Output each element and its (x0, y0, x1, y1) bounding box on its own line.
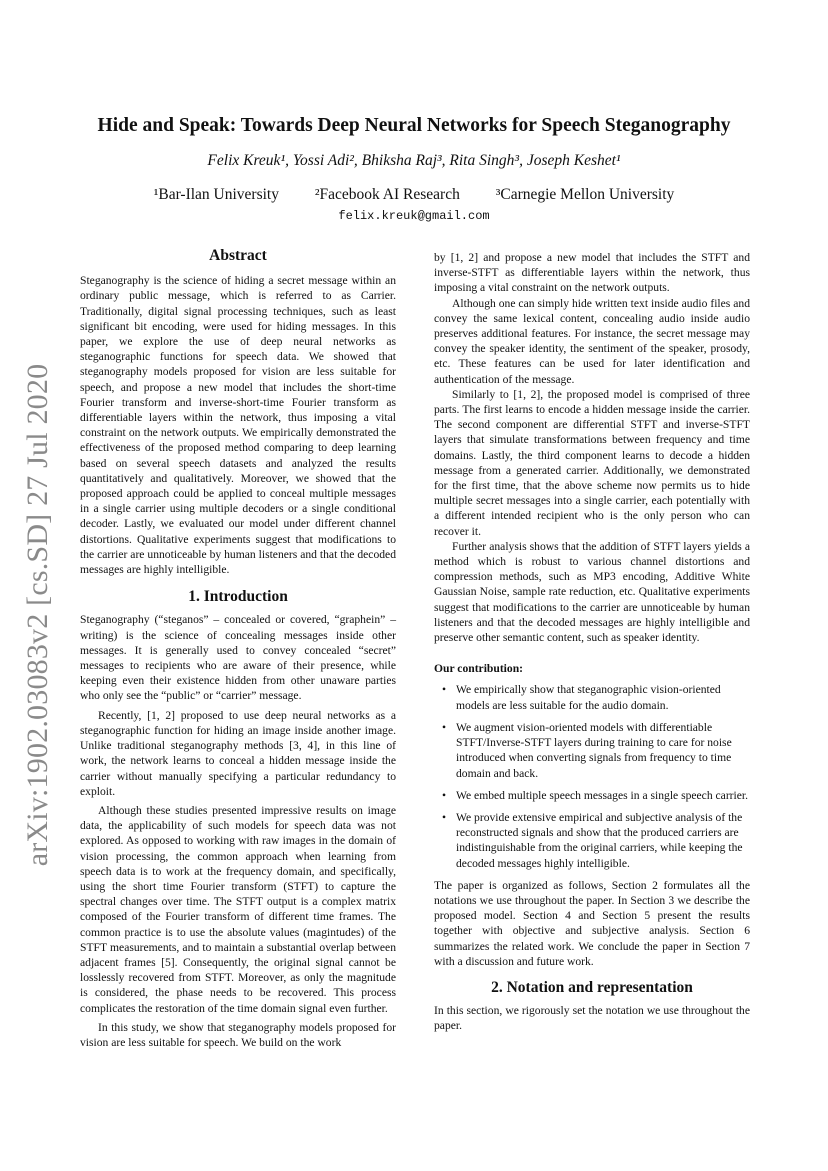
right-column (434, 250, 750, 1034)
paper-organization: The paper is organized as follows, Section 2 formulates all the notations we use throughout the paper. In Section 3 we describe the proposed model. Section 4 and Section 5 present the results together with objective and subjective analysis. Section 6 summarizes the related work. We conclude the paper in Section 7 with a discussion and future work. (434, 878, 750, 968)
arxiv-sidebar-stamp (12, 363, 64, 867)
notation-text: In this section, we rigorously set the notation we use throughout the paper. (434, 1004, 750, 1033)
abstract-text: Steganography is the science of hiding a secret message within an ordinary public message, which is referred to as Carrier. Traditionally, digital signal processing techniques, such as least significant bit encoding, were used for hiding messages. In this paper, we explore the use of deep neural networks as steganographic functions for speech data. We showed that steganography models proposed for vision are less suitable for speech, and propose a new model that includes the short-time Fourier transform and inverse-short-time Fourier transform as differentiable layers within the network, thus imposing a vital constraint on the network outputs. We empirically demonstrated the effectiveness of the proposed method comparing to deep learning based on several speech datasets and analyzed the results quantitatively and qualitatively. Moreover, we showed that the proposed approach could be applied to conceal multiple messages in a single carrier using multiple decoders or a single conditional decoder. Lastly, we evaluated our model under different channel distortions. Qualitative experiments suggest that modifications to the carrier are unnoticeable by human listeners and that the decoded messages are highly intelligible. (80, 274, 396, 577)
left-column (80, 248, 396, 1050)
intro-paragraph-1: Steganography (“steganos” – concealed or covered, “graphein” – writing) is the science of concealing messages inside other messages. It is generally used to convey concealed “secret” messages to recipients who are aware of their presence, while keeping even their existence hidden from other unaware parties who only see the “public” or “carrier” message. (80, 613, 396, 703)
intro-paragraph-6: Although one can simply hide written text inside audio files and convey the same lexical content, concealing audio inside audio preserves additional features. For instance, the secret message may convey the speaker identity, the sentiment of the speaker, prosody, etc. These features can be used for later identification and authentication of the message. (434, 296, 750, 386)
intro-paragraph-8: Further analysis shows that the addition of STFT layers yields a method which is robust to various channel distortions and compression methods, such as MP3 encoding, Additive White Gaussian Noise, sample rate reduction, etc. Qualitative experiments suggest that modifications to the carrier are unnoticeable by human listeners and that the decoded messages are highly intelligible and preserve other semantic content, such as speaker identity. (434, 539, 750, 645)
abstract-heading: Abstract (209, 247, 267, 264)
contribution-list (434, 682, 750, 870)
arxiv-id[interactable]: arXiv:1902.03083v2 [cs.SD] 27 Jul 2020 (21, 363, 54, 867)
affiliations (0, 186, 828, 204)
contribution-heading: Our contribution: (434, 662, 524, 676)
affiliation-2: ²Facebook AI Research (314, 186, 460, 203)
paper-title: Hide and Speak: Towards Deep Neural Networks for Speech Steganography (97, 115, 731, 136)
contribution-item: • We provide extensive empirical and subjective analysis of the reconstructed signals and show that the produced carriers are indistinguishable from the original carriers, while keeping the decoded messages highly intelligible. (456, 810, 750, 871)
contact-email[interactable]: felix.kreuk@gmail.com (338, 209, 490, 223)
contribution-item: • We empirically show that steganographic vision-oriented models are less suitable for the audio domain. (456, 682, 750, 712)
intro-paragraph-7: Similarly to [1, 2], the proposed model is comprised of three parts. The first learns to encode a hidden message inside the carrier. The second component are differential STFT and inverse-STFT layers that simulate transformations between frequency and time domains. Lastly, the third component learns to decode a hidden message from a generated carrier. Additionally, we demonstrated for the first time, that the above scheme now permits us to hide multiple secret messages into a single carrier, each potentially with a different intended recipient who is the only person who can recover it. (434, 387, 750, 538)
contribution-item: • We augment vision-oriented models with differentiable STFT/Inverse-STFT layers during training to care for noise introduced when converting signals from frequency to time domain and back. (456, 720, 750, 781)
author-list: Felix Kreuk¹, Yossi Adi², Bhiksha Raj³, Rita Singh³, Joseph Keshet¹ (207, 152, 621, 169)
affiliation-1: ¹Bar-Ilan University (153, 186, 279, 203)
intro-paragraph-2: Recently, [1, 2] proposed to use deep neural networks as a steganographic function for hiding an image inside another image. Unlike traditional steganography methods [3, 4], in this line of work, the network learns to conceal a hidden message inside the carrier without manually specifying a particular redundancy to exploit. (80, 708, 396, 798)
intro-paragraph-3: Although these studies presented impressive results on image data, the applicability of such models for speech data was not explored. As opposed to working with raw images in the domain of vision processing, the common approach when learning from speech data is to work at the frequency domain, and specifically, using the short time Fourier transform (STFT) to capture the spectral changes over time. The STFT output is a complex matrix composed of the Fourier transform of different time frames. The common practice is to use the absolute values (magintudes) of the STFT measurements, and to maintain a substantial overlap between adjacent frames [5]. Consequently, the original signal cannot be losslessly recovered from STFT. Moreover, as only the magnitude is considered, the phase needs to be recovered. This process complicates the restoration of the time domain signal even further. (80, 803, 396, 1015)
introduction-heading: 1. Introduction (188, 588, 288, 606)
contribution-item: • We embed multiple speech messages in a single speech carrier. (456, 788, 750, 803)
affiliation-3: ³Carnegie Mellon University (495, 186, 675, 203)
intro-paragraph-4: In this study, we show that steganography models proposed for vision are less suitable for speech. We build on the work (80, 1020, 396, 1049)
intro-paragraph-5: by [1, 2] and propose a new model that includes the STFT and inverse-STFT as differentiable layers within the network, thus imposing a vital constraint on the network outputs. (434, 251, 750, 295)
notation-heading: 2. Notation and representation (491, 978, 693, 996)
